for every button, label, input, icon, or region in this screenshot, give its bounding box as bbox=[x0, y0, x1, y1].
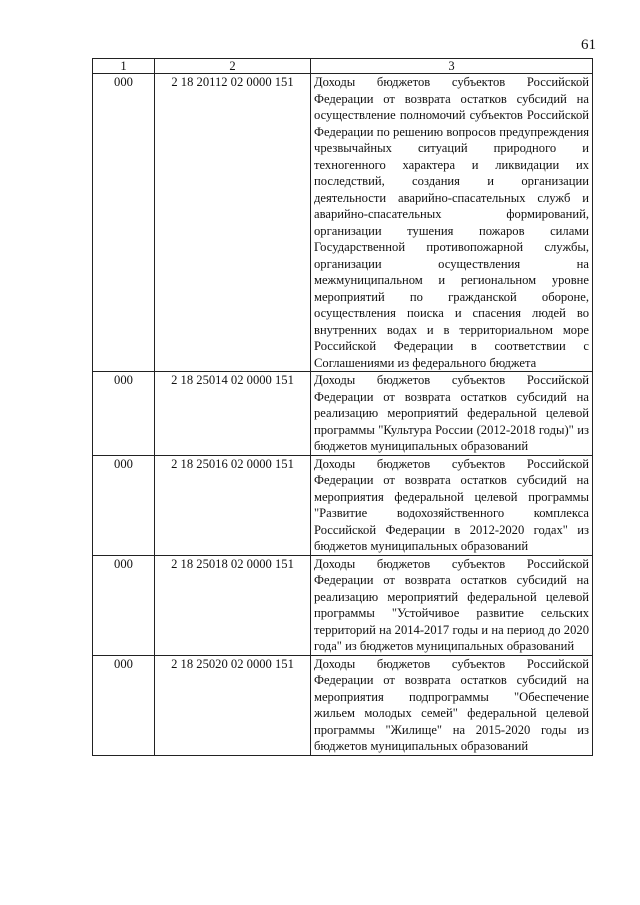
budget-code-cell: 2 18 25018 02 0000 151 bbox=[155, 555, 311, 655]
income-name-cell: Доходы бюджетов субъектов Российской Федерации от возврата остатков субсидий на мероприятия подпрограммы "Обеспечение жильем молодых семей" федеральной целевой программы "Жилище" на 2015-2020 годы из бюджетов муниципальных образований bbox=[311, 655, 593, 755]
column-number-3: 3 bbox=[311, 59, 593, 74]
budget-code-cell: 2 18 25016 02 0000 151 bbox=[155, 455, 311, 555]
table-header-row bbox=[93, 59, 593, 74]
admin-code-cell: 000 bbox=[93, 555, 155, 655]
table-row bbox=[93, 74, 593, 372]
budget-code-cell: 2 18 25014 02 0000 151 bbox=[155, 372, 311, 456]
admin-code-cell: 000 bbox=[93, 372, 155, 456]
admin-code-cell: 000 bbox=[93, 455, 155, 555]
table-row bbox=[93, 455, 593, 555]
column-number-2: 2 bbox=[155, 59, 311, 74]
income-name-cell: Доходы бюджетов субъектов Российской Федерации от возврата остатков субсидий на реализацию мероприятий федеральной целевой программы "Культура России (2012-2018 годы)" из бюджетов муниципальных образований bbox=[311, 372, 593, 456]
budget-codes-table bbox=[92, 58, 593, 756]
page-number: 61 bbox=[581, 37, 596, 53]
table-row bbox=[93, 555, 593, 655]
income-name-cell: Доходы бюджетов субъектов Российской Федерации от возврата остатков субсидий на осуществление полномочий субъектов Российской Федерации по решению вопросов предупреждения чрезвычайных ситуаций природного и техногенного характера и ликвидации их последствий, создания и организации деятельности аварийно-спасательных служб и аварийно-спасательных формирований, организации тушения пожаров силами Государственной противопожарной службы, организации осуществления на межмуниципальном и региональном уровне мероприятий по гражданской обороне, осуществления поиска и спасения людей во внутренних водах и в территориальном море Российской Федерации в соответствии с Соглашениями из федерального бюджета bbox=[311, 74, 593, 372]
budget-code-cell: 2 18 20112 02 0000 151 bbox=[155, 74, 311, 372]
income-name-cell: Доходы бюджетов субъектов Российской Федерации от возврата остатков субсидий на мероприятия федеральной целевой программы "Развитие водохозяйственного комплекса Российской Федерации в 2012-2020 годах" из бюджетов муниципальных образований bbox=[311, 455, 593, 555]
admin-code-cell: 000 bbox=[93, 74, 155, 372]
admin-code-cell: 000 bbox=[93, 655, 155, 755]
column-number-1: 1 bbox=[93, 59, 155, 74]
income-name-cell: Доходы бюджетов субъектов Российской Федерации от возврата остатков субсидий на реализацию мероприятий федеральной целевой программы "Устойчивое развитие сельских территорий на 2014-2017 годы и на период до 2020 года" из бюджетов муниципальных образований bbox=[311, 555, 593, 655]
table-row bbox=[93, 655, 593, 755]
budget-code-cell: 2 18 25020 02 0000 151 bbox=[155, 655, 311, 755]
table-row bbox=[93, 372, 593, 456]
